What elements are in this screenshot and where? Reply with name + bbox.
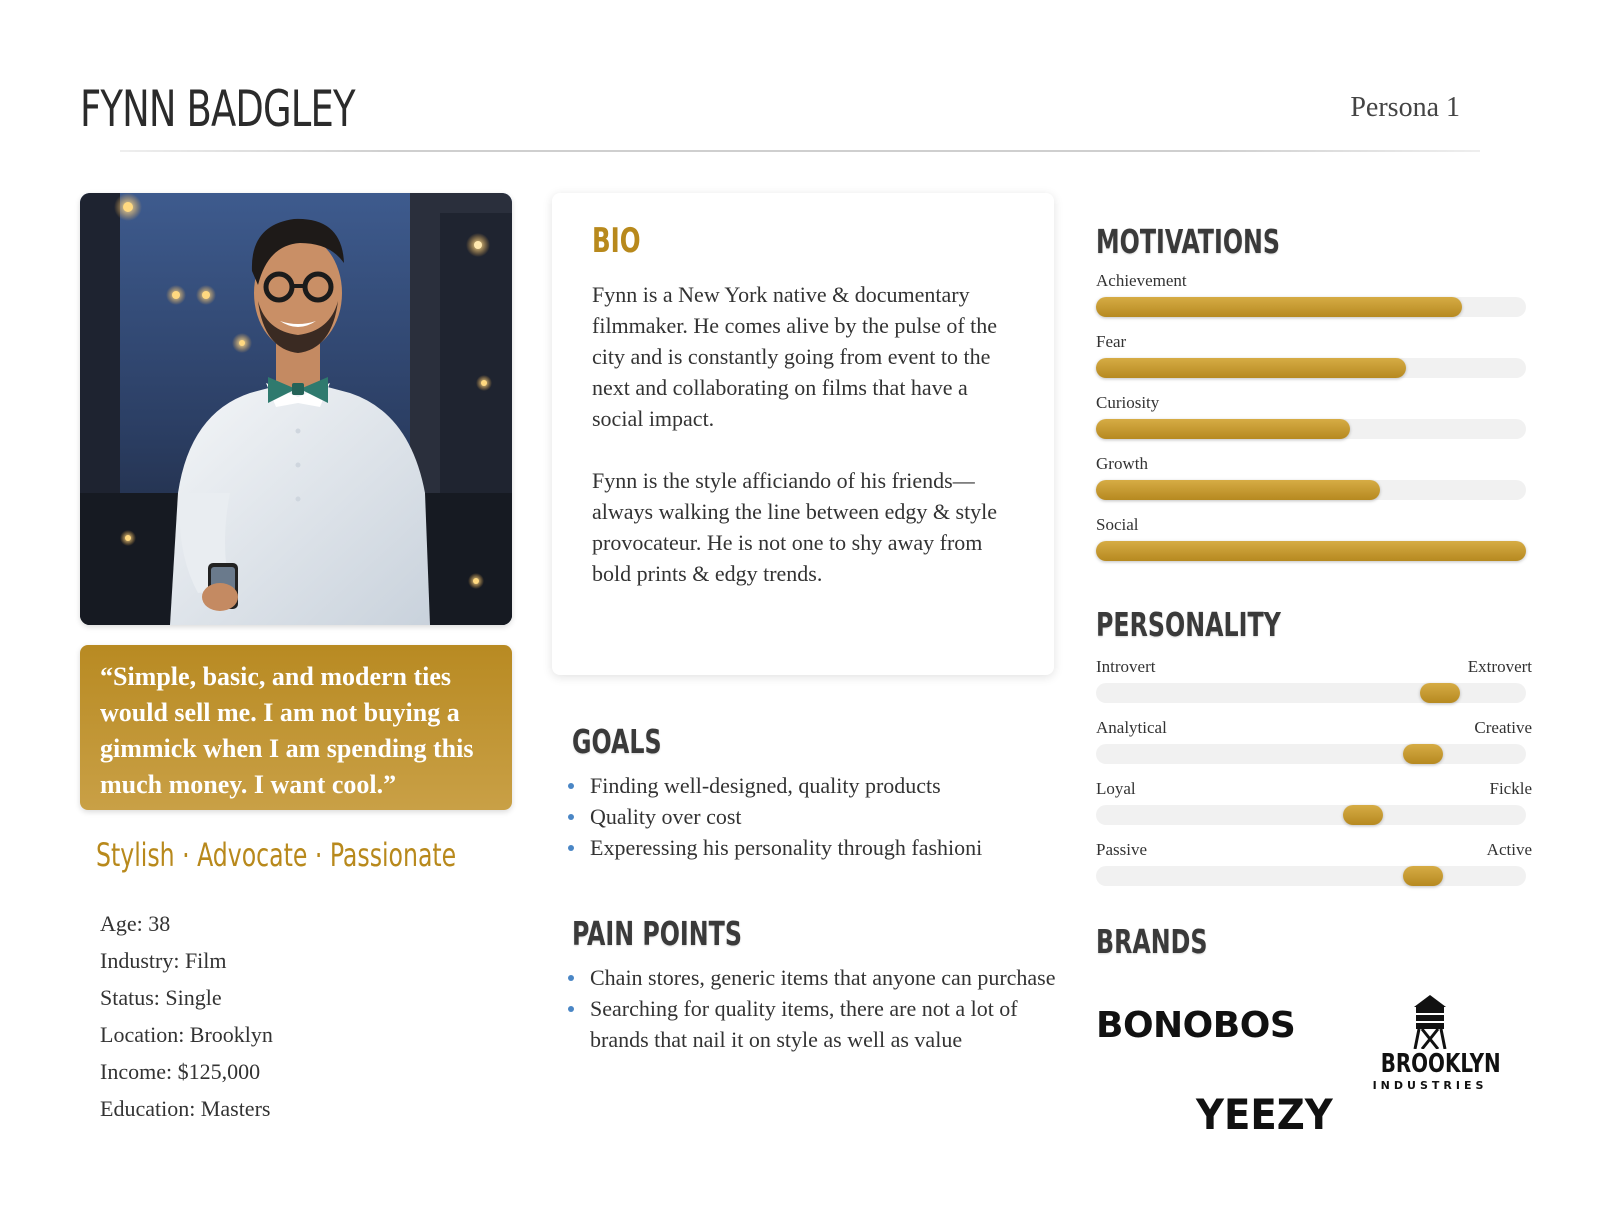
motivation-fill [1096,480,1380,500]
personality-left-label: Loyal [1096,779,1136,798]
demographic-education: Education: Masters [100,1096,271,1121]
persona-number: Persona 1 [1350,92,1460,123]
personality-left-label: Passive [1096,840,1147,859]
goal-item: Finding well-designed, quality products [566,770,982,801]
personality-knob [1420,683,1460,703]
brand-logo-yeezy: YEEZY [1196,1090,1333,1139]
demographic-age: Age: 38 [100,911,171,936]
motivation-label: Curiosity [1096,393,1160,412]
motivation-fill [1096,541,1526,561]
demographic-status: Status: Single [100,985,222,1010]
personality-right-label: Fickle [1489,779,1532,798]
persona-name: FYNN BADGLEY [80,80,355,138]
persona-photo [80,193,512,625]
demographic-location: Location: Brooklyn [100,1022,273,1047]
goals-heading: GOALS [572,722,662,761]
personality-right-label: Active [1486,840,1532,859]
personality-track [1096,866,1526,886]
motivation-label: Fear [1096,332,1127,351]
personality-heading: PERSONALITY [1096,605,1281,644]
goal-item: Experessing his personality through fashioni [566,832,982,863]
motivation-track [1096,358,1526,378]
motivation-track [1096,541,1526,561]
personality-right-label: Extrovert [1467,657,1532,676]
persona-traits: Stylish · Advocate · Passionate [96,836,457,874]
header-divider [120,150,1480,152]
motivation-fill [1096,297,1462,317]
brand-logo-bonobos: BONOBOS [1096,1005,1296,1046]
motivation-label: Growth [1096,454,1148,473]
motivation-fill [1096,358,1406,378]
personality-knob [1403,866,1443,886]
bio-paragraph: Fynn is the style afficiando of his friends—always walking the line between edgy & style provocateur. He is not one to shy away from bold prints & edgy trends. [592,468,998,586]
personality-track [1096,744,1526,764]
personality-left-label: Introvert [1096,657,1156,676]
personality-left-label: Analytical [1096,718,1167,737]
demographic-income: Income: $125,000 [100,1059,261,1084]
motivation-label: Achievement [1096,271,1187,290]
brand-logo-brooklyn-industries [1372,993,1501,1092]
water-tower-icon [1410,993,1450,1049]
goal-item: Quality over cost [566,801,982,832]
pain-point-item: Chain stores, generic items that anyone can purchase [566,962,1066,993]
brands-heading: BRANDS [1096,922,1208,961]
personality-right-label: Creative [1474,718,1532,737]
demographic-industry: Industry: Film [100,948,227,973]
demographics-list [100,905,273,1127]
pain-points-heading: PAIN POINTS [572,914,742,953]
personality-track [1096,805,1526,825]
motivation-track [1096,419,1526,439]
personality-knob [1343,805,1383,825]
motivation-track [1096,480,1526,500]
industries-wordmark: INDUSTRIES [1372,1079,1488,1092]
pain-point-item: Searching for quality items, there are not a lot of brands that nail it on style as well as value [566,993,1066,1055]
motivations-heading: MOTIVATIONS [1096,222,1280,261]
bio-card [552,193,1054,675]
personality-knob [1403,744,1443,764]
bio-paragraph: Fynn is a New York native & documentary filmmaker. He comes alive by the pulse of the city and is constantly going from event to the next and collaborating on films that have a social impact. [592,282,998,431]
motivation-label: Social [1096,515,1139,534]
pain-points-list [566,962,1066,1055]
brooklyn-wordmark: BROOKLYN [1380,1049,1501,1079]
persona-quote: “Simple, basic, and modern ties would sell me. I am not buying a gimmick when I am spending this much money. I want cool.” [100,662,474,799]
personality-track [1096,683,1526,703]
goals-list [566,770,982,863]
quote-card [80,645,512,810]
motivation-track [1096,297,1526,317]
motivation-fill [1096,419,1350,439]
bio-heading: BIO [592,221,641,261]
